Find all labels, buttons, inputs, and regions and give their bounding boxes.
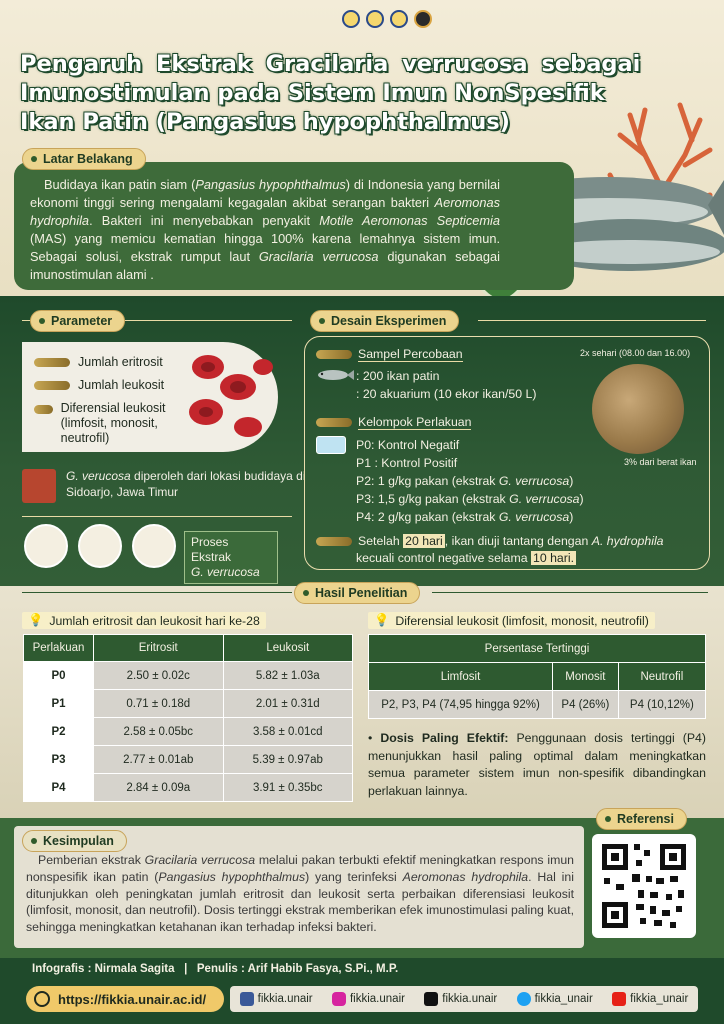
bullet-bar-icon	[34, 381, 70, 390]
divider	[22, 516, 292, 517]
table-header: Perlakuan	[24, 635, 94, 662]
leukocyte-differential-table	[368, 634, 706, 719]
bullet-bar-icon	[34, 358, 70, 367]
table-header: Leukosit	[223, 635, 353, 662]
seaweed-source-text: G. verucosa diperoleh dari lokasi budidaya di Sidoarjo, Jawa Timur	[66, 469, 306, 499]
bullet-icon	[31, 156, 37, 162]
divider	[478, 320, 706, 321]
bullet-bar-icon	[316, 350, 352, 359]
lightbulb-icon: 💡	[28, 613, 44, 627]
latar-belakang-label: Latar Belakang	[22, 148, 146, 170]
table-row: P1 0.71 ± 0.18d 2.01 ± 0.31d	[24, 690, 353, 718]
hasil-label: Hasil Penelitian	[294, 582, 420, 604]
facebook-icon	[240, 992, 254, 1006]
table-row: P2 2.58 ± 0.05bc 3.58 ± 0.01cd	[24, 718, 353, 746]
table-row: P3 2.77 ± 0.01ab 5.39 ± 0.97ab	[24, 746, 353, 774]
page-title	[20, 50, 670, 137]
group-p3: P3: 1,5 g/kg pakan (ekstrak G. verrucosa)	[356, 492, 584, 506]
challenge-text-line2: kecuali control negative selama 10 hari.	[356, 551, 575, 565]
bullet-bar-icon	[316, 537, 352, 546]
parameter-item: Diferensial leukosit (limfosit, monosit, neutrofil)	[34, 401, 194, 446]
challenge-text: Setelah 20 hari , ikan diuji tantang dengan A. hydrophila	[316, 534, 664, 548]
parameter-item: Jumlah eritrosit	[34, 355, 163, 369]
grinder-icon	[78, 524, 122, 568]
background-text: Budidaya ikan patin siam (Pangasius hypophthalmus) di Indonesia yang bernilai ekonomi tinggi sering mengalami kegagalan akibat serangan bakteri Aeromonas hydrophila. Bakteri ini menyebabkan penyakit Motile Aeromonas Septicemia (MAS) yang memicu kematian hingga 100% karena lemahnya sistem imun. Sebagai solusi, ekstrak rumput laut Gracilaria verrucosa digunakan sebagai imunostimulan alami .	[30, 177, 501, 282]
feed-percentage-note: 3% dari berat ikan	[624, 457, 697, 467]
title-line: Pengaruh Ekstrak Gracilaria verrucosa sebagai	[20, 51, 641, 77]
table-header: Monosit	[553, 663, 619, 691]
instagram-link[interactable]: fikkia.unair	[332, 992, 405, 1006]
twitter-icon	[517, 992, 531, 1006]
sample-heading: Sampel Percobaan	[316, 347, 463, 362]
globe-icon	[34, 991, 50, 1007]
youtube-icon	[612, 992, 626, 1006]
bullet-bar-icon	[316, 418, 352, 427]
group-p1: P1 : Kontrol Positif	[356, 456, 458, 470]
extract-bowl-icon	[132, 524, 176, 568]
extraction-process-label: Proses Ekstrak G. verrucosa	[184, 531, 278, 584]
table-row: P4 2.84 ± 0.09a 3.91 ± 0.35bc	[24, 774, 353, 802]
most-effective-dose-note: • Dosis Paling Efektif: Penggunaan dosis tertinggi (P4) menunjukkan hasil paling optimal dalam meningkatkan semua parameter sistem imun non-spesifik dibandingkan perlakuan lainnya.	[368, 731, 706, 798]
youtube-link[interactable]: fikkia_unair	[612, 992, 688, 1006]
group-p0: P0: Kontrol Negatif	[356, 438, 460, 452]
sample-fish-count: : 200 ikan patin	[356, 369, 440, 383]
group-p2: P2: 1 g/kg pakan (ekstrak G. verrucosa)	[356, 474, 574, 488]
divider	[432, 592, 708, 593]
table-header: Limfosit	[369, 663, 553, 691]
table-row: P0 2.50 ± 0.02c 5.82 ± 1.03a	[24, 662, 353, 690]
group-p4: P4: 2 g/kg pakan (ekstrak G. verrucosa)	[356, 510, 574, 524]
blood-count-table	[23, 634, 353, 802]
qr-code-icon	[592, 834, 696, 938]
logo-icon	[366, 10, 384, 28]
title-line: Ikan Patin (Pangasius hypophthalmus)	[20, 109, 510, 135]
instagram-icon	[332, 992, 346, 1006]
referensi-label: Referensi	[596, 808, 687, 830]
parameter-label: Parameter	[30, 310, 125, 332]
bullet-icon	[39, 318, 45, 324]
bullet-bar-icon	[34, 405, 53, 414]
parameter-item: Jumlah leukosit	[34, 378, 164, 392]
bullet-icon	[319, 318, 325, 324]
tiktok-icon	[424, 992, 438, 1006]
bullet-icon	[303, 590, 309, 596]
facebook-link[interactable]: fikkia.unair	[240, 992, 313, 1006]
table1-title: 💡 Jumlah eritrosit dan leukosit hari ke-28	[22, 612, 266, 629]
credits: Infografis : Nirmala Sagita | Penulis : Arif Habib Fasya, S.Pi., M.P.	[32, 963, 399, 975]
kesimpulan-label: Kesimpulan	[22, 830, 127, 852]
bullet-icon	[605, 816, 611, 822]
logo-icon	[342, 10, 360, 28]
drying-rack-icon	[24, 524, 68, 568]
conclusion-text: Pemberian ekstrak Gracilaria verrucosa melalui pakan terbukti efektif meningkatkan respons imun nonspesifik ikan patin (Pangasius hypophthalmus) yang terinfeksi Aeromonas hydrophila. Hal ini ditunjukkan oleh peningkatan jumlah eritrosit dan leukosit serta perbaikan diferensiasi leukosit (limfosit, monosit, dan neutrofil). Dosis tertinggi ekstrak memberikan efek imunostimulasi paling kuat, sehingga meningkatkan ketahanan ikan terhadap infeksi bakteri.	[26, 853, 575, 935]
reference-qr-code[interactable]	[592, 834, 696, 938]
divider	[22, 592, 292, 593]
social-links-bar	[230, 986, 698, 1012]
institution-logos	[342, 10, 432, 28]
sample-aquarium-count: : 20 akuarium (10 ekor ikan/50 L)	[356, 387, 537, 401]
tiktok-link[interactable]: fikkia.unair	[424, 992, 497, 1006]
lightbulb-icon: 💡	[374, 613, 390, 627]
website-link[interactable]: https://fikkia.unair.ac.id/	[26, 986, 224, 1012]
fish-feed-pellets-image	[592, 364, 684, 454]
desain-label: Desain Eksperimen	[310, 310, 459, 332]
aquarium-icon	[316, 436, 346, 454]
bullet-icon	[31, 838, 37, 844]
fish-icon	[316, 368, 354, 382]
logo-icon	[414, 10, 432, 28]
twitter-link[interactable]: fikkia_unair	[517, 992, 593, 1006]
treatment-heading: Kelompok Perlakuan	[316, 415, 471, 430]
logo-icon	[390, 10, 408, 28]
table-header-row	[24, 635, 353, 662]
table-header: Persentase Tertinggi	[369, 635, 706, 663]
table-row: P2, P3, P4 (74,95 hingga 92%) P4 (26%) P4 (10,12%)	[369, 691, 706, 719]
seaweed-thumbnail	[22, 469, 56, 503]
title-line: Imunostimulan pada Sistem Imun NonSpesifik	[20, 80, 605, 106]
feeding-schedule-note: 2x sehari (08.00 dan 16.00)	[580, 348, 691, 358]
table-header: Neutrofil	[618, 663, 705, 691]
table2-title: 💡 Diferensial leukosit (limfosit, monosit, neutrofil)	[368, 612, 655, 629]
table-header: Eritrosit	[94, 635, 224, 662]
